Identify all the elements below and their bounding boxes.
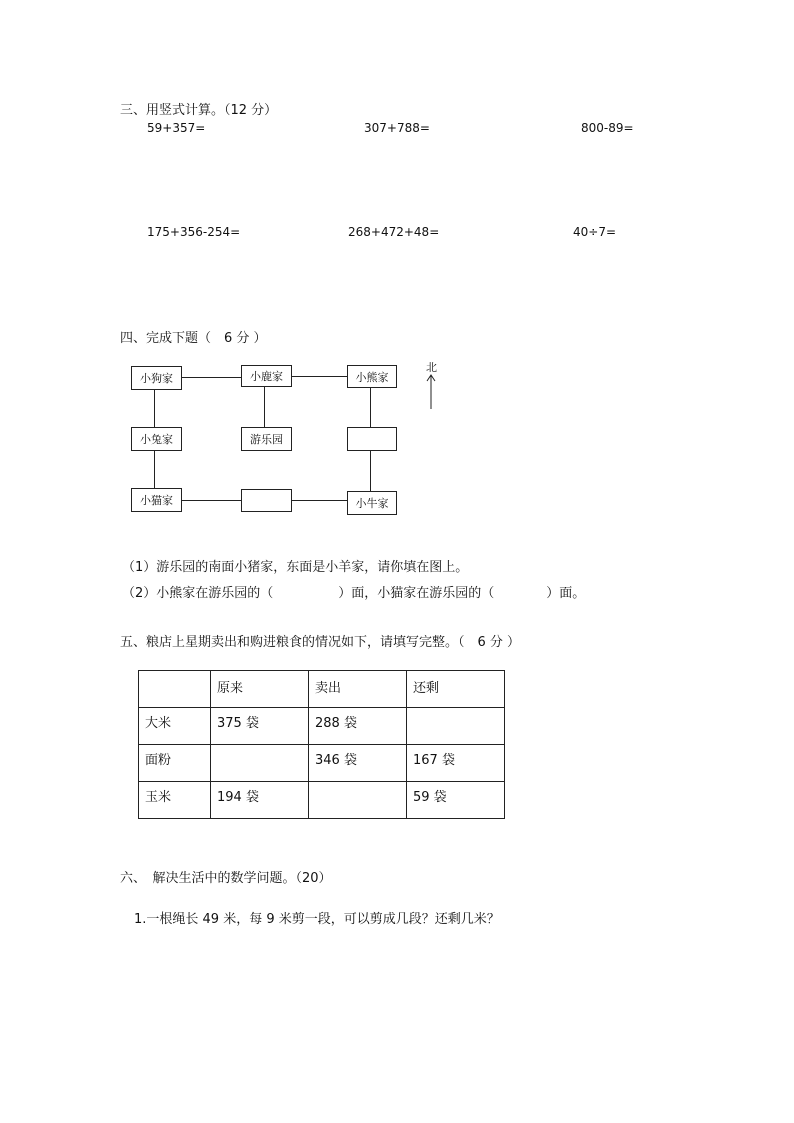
table-cell: 194 袋 bbox=[211, 782, 309, 819]
map-line bbox=[181, 377, 241, 378]
table-header-row bbox=[139, 671, 505, 708]
north-arrow-icon bbox=[425, 374, 437, 410]
map-box-empty-east[interactable] bbox=[347, 427, 397, 451]
section-3-title: 三、用竖式计算。（12 分） bbox=[120, 103, 278, 118]
map-box-cow: 小牛家 bbox=[347, 491, 397, 515]
section-5-title: 五、粮店上星期卖出和购进粮食的情况如下，请填写完整。（ 6 分 ） bbox=[120, 635, 521, 650]
grain-table bbox=[138, 670, 505, 819]
map-line bbox=[292, 500, 347, 501]
map-line bbox=[370, 388, 371, 427]
table-row bbox=[139, 745, 505, 782]
map-line bbox=[292, 376, 347, 377]
table-row bbox=[139, 708, 505, 745]
problem-5: 268+472+48= bbox=[348, 225, 440, 239]
table-cell: 346 袋 bbox=[309, 745, 407, 782]
table-cell-blank[interactable] bbox=[407, 708, 505, 745]
map-line bbox=[370, 451, 371, 491]
map-line bbox=[154, 451, 155, 488]
table-header-cell: 还剩 bbox=[407, 671, 505, 708]
map-line bbox=[264, 387, 265, 427]
table-cell-blank[interactable] bbox=[309, 782, 407, 819]
map-box-park: 游乐园 bbox=[241, 427, 292, 451]
section-6-title: 六、 解决生活中的数学问题。（20） bbox=[120, 871, 332, 886]
table-row bbox=[139, 782, 505, 819]
table-cell: 167 袋 bbox=[407, 745, 505, 782]
north-label: 北 bbox=[426, 361, 437, 374]
map-box-bear: 小熊家 bbox=[347, 365, 397, 388]
problem-1: 59+357= bbox=[147, 121, 206, 135]
table-header-cell: 卖出 bbox=[309, 671, 407, 708]
table-cell-blank[interactable] bbox=[211, 745, 309, 782]
table-cell: 玉米 bbox=[139, 782, 211, 819]
map-box-rabbit: 小兔家 bbox=[131, 427, 182, 451]
table-cell: 大米 bbox=[139, 708, 211, 745]
problem-6: 40÷7= bbox=[573, 225, 617, 239]
table-cell: 375 袋 bbox=[211, 708, 309, 745]
problem-3: 800-89= bbox=[581, 121, 634, 135]
map-line bbox=[181, 500, 241, 501]
table-cell: 288 袋 bbox=[309, 708, 407, 745]
section-4-question-1: （1）游乐园的南面小猪家，东面是小羊家，请你填在图上。 bbox=[122, 560, 469, 575]
table-cell: 59 袋 bbox=[407, 782, 505, 819]
table-cell: 面粉 bbox=[139, 745, 211, 782]
problem-2: 307+788= bbox=[364, 121, 430, 135]
map-box-cat: 小猫家 bbox=[131, 488, 182, 512]
map-box-dog: 小狗家 bbox=[131, 366, 182, 390]
map-line bbox=[154, 390, 155, 427]
table-header-cell bbox=[139, 671, 211, 708]
problem-4: 175+356-254= bbox=[147, 225, 241, 239]
map-box-deer: 小鹿家 bbox=[241, 365, 292, 387]
map-box-empty-south[interactable] bbox=[241, 489, 292, 512]
section-6-question-1: 1.一根绳长 49 米，每 9 米剪一段，可以剪成几段？还剩几米？ bbox=[134, 912, 500, 927]
section-4-title: 四、完成下题（ 6 分 ） bbox=[120, 331, 267, 346]
table-header-cell: 原来 bbox=[211, 671, 309, 708]
section-4-question-2: （2）小熊家在游乐园的（ ）面，小猫家在游乐园的（ ）面。 bbox=[122, 586, 586, 601]
